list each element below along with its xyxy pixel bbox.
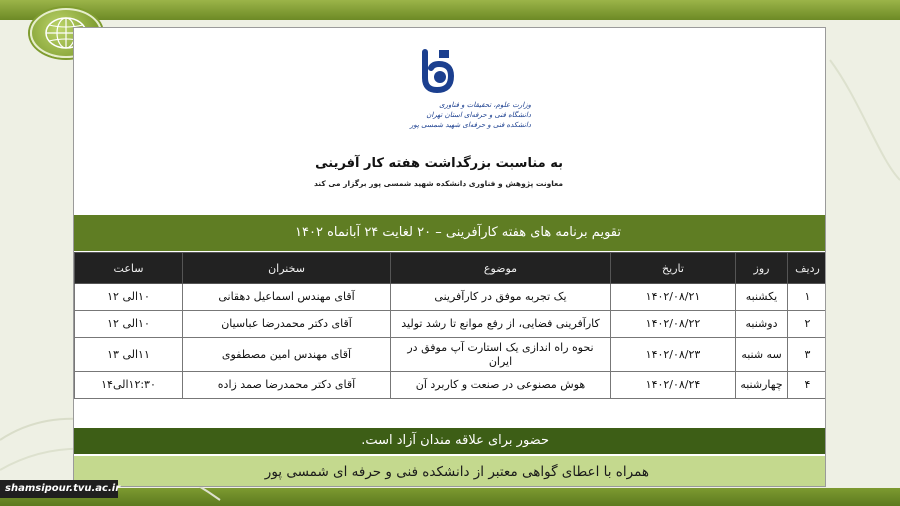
announcement-header [74, 28, 826, 214]
schedule-table [74, 252, 826, 399]
cell-speaker: آقای دکتر محمدرضا عباسیان [183, 311, 391, 338]
table-row [75, 338, 827, 372]
cell-time: ۱۱الی ۱۳ [75, 338, 183, 372]
cell-day: چهارشنبه [736, 372, 788, 399]
table-row [75, 284, 827, 311]
cell-day: سه شنبه [736, 338, 788, 372]
cell-topic: هوش مصنوعی در صنعت و کاربرد آن [391, 372, 611, 399]
col-header-day: روز [736, 253, 788, 284]
organizer-line: معاونت پژوهش و فناوری دانشکده شهید شمسی پور برگزار می کند [313, 179, 563, 188]
cell-day: دوشنبه [736, 311, 788, 338]
table-row [75, 311, 827, 338]
cell-date: ۱۴۰۲/۰۸/۲۳ [611, 338, 736, 372]
cell-topic: نحوه راه اندازی یک استارت آپ موفق در ایران [391, 338, 611, 372]
ministry-line: دانشگاه فنی و حرفه‌ای استان تهران [426, 111, 531, 119]
announcement-sheet [73, 27, 826, 487]
cell-date: ۱۴۰۲/۰۸/۲۲ [611, 311, 736, 338]
cell-speaker: آقای دکتر محمدرضا صمد زاده [183, 372, 391, 399]
university-logo-icon [415, 48, 455, 94]
ministry-line: دانشکده فنی و حرفه‌ای شهید شمسی پور [409, 121, 531, 129]
schedule-title: تقویم برنامه های هفته کارآفرینی – ۲۰ لغایت ۲۴ آبانماه ۱۴۰۲ [74, 215, 826, 251]
certificate-note: همراه با اعطای گواهی معتبر از دانشکده فنی و حرفه ای شمسی پور [74, 456, 826, 487]
cell-time: ۱۰الی ۱۲ [75, 311, 183, 338]
col-header-row-number: ردیف [788, 253, 827, 284]
site-url-link[interactable]: shamsipour.tvu.ac.ir [0, 480, 118, 498]
cell-speaker: آقای مهندس اسماعیل دهقانی [183, 284, 391, 311]
attendance-note: حضور برای علاقه مندان آزاد است. [74, 428, 826, 454]
table-header-row [75, 253, 827, 284]
table-row [75, 372, 827, 399]
ministry-line: وزارت علوم، تحقیقات و فناوری [439, 101, 531, 109]
cell-date: ۱۴۰۲/۰۸/۲۱ [611, 284, 736, 311]
occasion-title: به مناسبت بزرگداشت هفته کار آفرینی [315, 156, 563, 171]
cell-time: ۱۰الی ۱۲ [75, 284, 183, 311]
col-header-topic: موضوع [391, 253, 611, 284]
cell-time: ۱۲:۳۰الی۱۴ [75, 372, 183, 399]
col-header-date: تاریخ [611, 253, 736, 284]
cell-day: یکشنبه [736, 284, 788, 311]
col-header-speaker: سخنران [183, 253, 391, 284]
cell-row-number: ۳ [788, 338, 827, 372]
cell-topic: کارآفرینی فضایی، از رفع موانع تا رشد تولید [391, 311, 611, 338]
cell-topic: یک تجربه موفق در کارآفرینی [391, 284, 611, 311]
cell-row-number: ۲ [788, 311, 827, 338]
cell-speaker: آقای مهندس امین مصطفوی [183, 338, 391, 372]
cell-row-number: ۱ [788, 284, 827, 311]
col-header-time: ساعت [75, 253, 183, 284]
cell-date: ۱۴۰۲/۰۸/۲۴ [611, 372, 736, 399]
cell-row-number: ۴ [788, 372, 827, 399]
ministry-lines [371, 100, 531, 130]
